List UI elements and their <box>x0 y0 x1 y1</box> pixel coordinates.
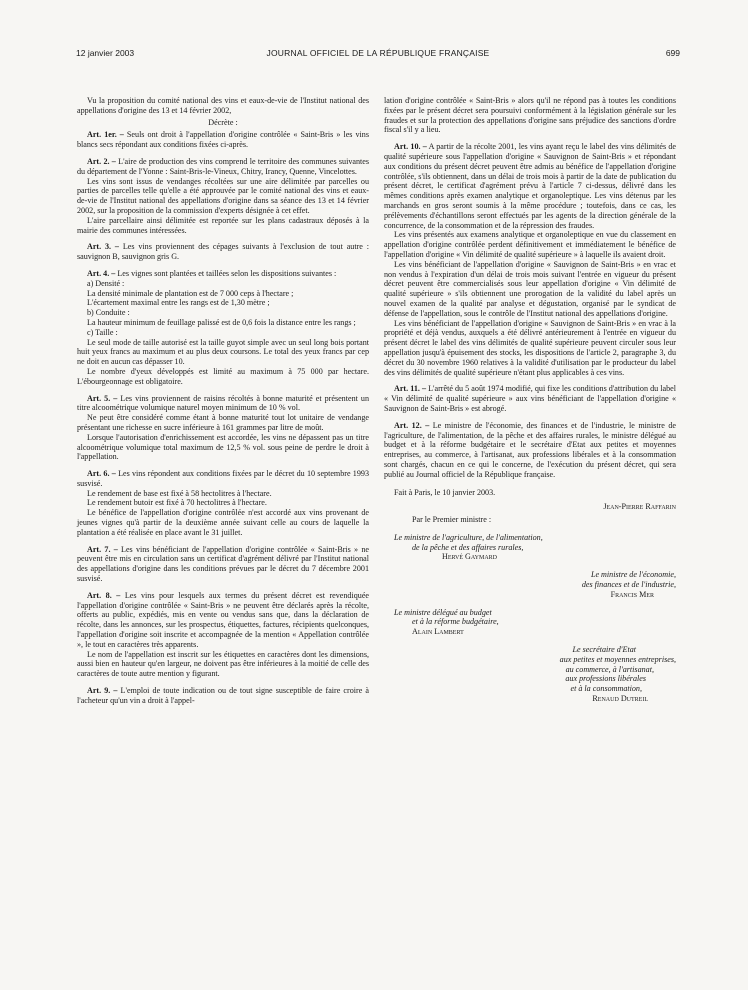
article-text: L'arrêté du 5 août 1974 modifié, qui fixe les conditions d'attribution du label « Vin délimité de qualité supérieure » aux vins bénéficiant de l'appellation d'origine « Sauvignon de Saint-Bris » est abrogé. <box>384 384 676 413</box>
article-label: Art. 11. – <box>394 384 427 394</box>
article-9 <box>77 686 369 706</box>
article-label: Art. 8. – <box>87 590 121 600</box>
article-1 <box>77 130 369 150</box>
article-5 <box>77 394 369 414</box>
page-header <box>76 48 680 62</box>
signature-agriculture <box>384 533 676 562</box>
paragraph: Ne peut être considéré comme étant à bonne maturité tout lot unitaire de vendange présentant une richesse en sucre inférieure à 161 grammes par litre de moût. <box>77 413 369 432</box>
paragraph: Le rendement butoir est fixé à 70 hectolitres à l'hectare. <box>87 498 267 508</box>
article-label: Art. 6. – <box>87 469 116 479</box>
article-text: Les vins bénéficiant de l'appellation d'origine contrôlée « Saint-Bris » ne peuvent être mis en circulation sans un certificat d'agrément délivré par l'Institut national des appellations d'origine dans les conditions prévues par le décret du 7 décembre 2001 susvisé. <box>77 544 369 584</box>
article-2 <box>77 157 369 177</box>
paragraph: Lorsque l'autorisation d'enrichissement est accordée, les vins ne dépassent pas un titre alcoométrique volumique total maximum de 12,5 % vol. sous peine de perdre le droit à l'appellation. <box>77 432 369 462</box>
article-text: Les vins répondent aux conditions fixées par le décret du 10 septembre 1993 susvisé. <box>77 469 369 488</box>
article-label: Art. 2. – <box>87 156 116 166</box>
article-label: Art. 7. – <box>87 544 118 554</box>
paragraph: L'aire parcellaire ainsi délimitée est reportée sur les plans cadastraux déposés à la mairie des communes intéressées. <box>77 215 369 235</box>
header-date: 12 janvier 2003 <box>76 48 135 58</box>
paragraph: Les vins sont issus de vendanges récoltées sur une aire délimitée par parcelles ou parties de parcelles telle qu'elle a été approuvée par le comité national des vins et eaux-de-vie de l'Institut national des appellations d'origine dans sa séance des 13 et 14 février 2002, sur la proposition de la commission d'experts désignée à cet effet. <box>77 176 369 215</box>
minister-title: Le secrétaire d'Etat <box>572 645 636 655</box>
article-text: A partir de la récolte 2001, les vins ayant reçu le label des vins délimités de qualité supérieure sous l'appellation d'origine « Sauvignon de Saint-Bris » et répondant aux conditions du présent décret peuvent être admis au bénéfice de l'appellation d'origine contrôlée, s'ils obtiennent, dans un délai de trois mois à partir de la date de publication du présent décret, le certificat d'agrément prévu à l'article 7 ci-dessus, délivré dans les mêmes conditions après examen analytique et organoleptique. Les vins détenus par les marchands en gros seront soumis à la même procédure ; toutefois, dans ce cas, les prélèvements d'échantillons seront effectués par les agents de la direction générale de la concurrence, de la consommation et de la répression des fraudes. <box>384 142 676 230</box>
minister-title: au commerce, à l'artisanat, <box>565 664 654 674</box>
minister-title: de la pêche et des affaires rurales, <box>412 542 524 552</box>
article-11 <box>384 384 676 413</box>
minister-name: Hervé Gaymard <box>442 552 498 562</box>
article-label: Art. 12. – <box>394 420 430 430</box>
minister-title: Le ministre de l'économie, <box>590 570 676 580</box>
article-4 <box>77 269 369 279</box>
journal-title: JOURNAL OFFICIEL DE LA RÉPUBLIQUE FRANÇAISE <box>266 48 490 58</box>
article-text: L'aire de production des vins comprend le territoire des communes suivantes du département de l'Yonne : Saint-Bris-le-Vineux, Chitry, Irancy, Quenne, Vincelottes. <box>77 156 369 176</box>
signature-secretary <box>384 645 676 704</box>
article-text: Le ministre de l'économie, des finances et de l'industrie, le ministre de l'agriculture, de l'alimentation, de la pêche et des affaires rurales, le ministre délégué au budget et à la réforme budgétaire et le secrétaire d'Etat aux petites et moyennes entreprises, au commerce, à l'artisanat, aux professions libérales et à la consommation sont chargés, chacun en ce qui le concerne, de l'exécution du présent décret, qui sera publié au Journal officiel de la République française. <box>384 420 676 479</box>
article-label: Art. 9. – <box>87 686 118 696</box>
minister-name: Francis Mer <box>610 589 654 599</box>
article-12 <box>384 421 676 480</box>
article-8 <box>77 591 369 650</box>
continuation-paragraph: lation d'origine contrôlée « Saint-Bris » alors qu'il ne répond pas à toutes les conditions fixées par le présent décret sera poursuivi conformément à la législation générale sur les fraudes et sur la protection des appellations d'origine sans préjudice des sanctions d'ordre fiscal s'il y a lieu. <box>384 96 676 135</box>
article-text: Les vins pour lesquels aux termes du présent décret est revendiquée l'appellation d'origine contrôlée « Saint-Bris » ne peuvent être déclarés après la récolte, offerts au public, expédiés, mis en vente ou vendus sans que, dans la déclaration de récolte, dans les annonces, sur les prospectus, étiquettes, factures, récipients quelconques, l'appellation d'origine soit inscrite et accompagnée de la mention « Appellation contrôlée », le tout en caractères très apparents. <box>77 590 370 649</box>
preamble: Vu la proposition du comité national des vins et eaux-de-vie de l'Institut national des appellations d'origine des 13 et 14 février 2002, <box>77 96 369 115</box>
left-column <box>77 96 369 706</box>
signature-date: Fait à Paris, le 10 janvier 2003. <box>394 488 496 498</box>
pm-intro: Par le Premier ministre : <box>412 515 492 525</box>
minister-title: Le ministre délégué au budget <box>394 607 492 617</box>
paragraph: Le bénéfice de l'appellation d'origine contrôlée n'est accordé aux vins provenant de jeunes vignes qu'à partir de la deuxième année suivant celle au cours de laquelle la plantation a été réalisée en place avant le 31 juillet. <box>77 508 369 537</box>
article-6 <box>77 469 369 489</box>
article-label: Art. 5. – <box>87 393 118 403</box>
article-text: Les vins proviennent des cépages suivants à l'exclusion de tout autre : sauvignon B, sauvignon gris G. <box>77 242 369 262</box>
article-text: Seuls ont droit à l'appellation d'origine contrôlée « Saint-Bris » les vins blancs secs répondant aux conditions fixées ci-après. <box>77 130 369 150</box>
minister-name: Alain Lambert <box>412 627 464 637</box>
minister-title: et à la réforme budgétaire, <box>412 617 499 627</box>
paragraph: Le rendement de base est fixé à 58 hectolitres à l'hectare. <box>87 488 272 498</box>
minister-title: aux professions libérales <box>565 674 646 684</box>
paragraph: L'écartement maximal entre les rangs est de 1,30 mètre ; <box>87 298 270 308</box>
sub-heading: c) Taille : <box>87 327 118 337</box>
paragraph: Les vins bénéficiant de l'appellation d'origine « Sauvignon de Saint-Bris » en vrac à la propriété et déjà vendus, auxquels a été délivré antérieurement à l'entrée en vigueur du présent décret le label des vins délimités de qualité supérieure peuvent circuler sous leur appellation jusqu'à épuisement des stocks, les dispositions de l'article 2, paragraphe 3, du décret du 30 novembre 1960 relatives à la validité d'utilisation par le producteur du label des vins délimités de qualité supérieure n'étant plus applicables à ces vins. <box>384 318 676 377</box>
minister-title: aux petites et moyennes entreprises, <box>559 654 676 664</box>
paragraph: Le nom de l'appellation est inscrit sur les étiquettes en caractères dont les dimensions, aussi bien en hauteur qu'en largeur, ne doivent pas être inférieures à la moitié de celle des caractères de toute autre mention y figurant. <box>77 649 369 679</box>
minister-name: Renaud Dutreil <box>592 694 648 704</box>
right-column <box>384 96 676 704</box>
pm-signature: Jean-Pierre Raffarin <box>603 502 676 512</box>
article-text: L'emploi de toute indication ou de tout signe susceptible de faire croire à l'acheteur qu'un vin a droit à l'appel- <box>77 686 369 705</box>
sub-heading: b) Conduite : <box>87 308 130 318</box>
decrete-heading: Décrète : <box>208 117 238 127</box>
article-label: Art. 4. – <box>87 268 116 278</box>
article-label: Art. 1er. – <box>87 130 124 140</box>
article-text: Les vins proviennent de raisins récoltés à bonne maturité et présentent un titre alcoométrique volumique naturel moyen minimum de 10 % vol. <box>77 393 369 413</box>
article-text: Les vignes sont plantées et taillées selon les dispositions suivantes : <box>117 268 337 278</box>
paragraph: Le nombre d'yeux développés est limité au maximum à 75 000 par hectare. L'ébourgeonnage est obligatoire. <box>77 366 369 386</box>
paragraph: La densité minimale de plantation est de 7 000 ceps à l'hectare ; <box>87 288 294 298</box>
minister-title: et à la consommation, <box>570 684 642 694</box>
signature-budget <box>384 608 676 637</box>
paragraph: Les vins présentés aux examens analytique et organoleptique en vue du classement en appellation d'origine contrôlée perdent définitivement et immédiatement le bénéfice de l'appellation d'origine « Vin délimité de qualité supérieure » à laquelle ils avaient droit. <box>384 230 676 259</box>
sub-heading: a) Densité : <box>87 278 125 288</box>
article-3 <box>77 242 369 262</box>
signature-economy <box>384 570 676 599</box>
article-7 <box>77 545 369 584</box>
minister-title: Le ministre de l'agriculture, de l'alimentation, <box>394 532 543 542</box>
paragraph: La hauteur minimum de feuillage palissé est de 0,6 fois la distance entre les rangs ; <box>87 317 356 327</box>
article-label: Art. 10. – <box>394 142 427 152</box>
article-10 <box>384 142 676 230</box>
minister-title: des finances et de l'industrie, <box>581 580 676 590</box>
paragraph: Les vins bénéficiant de l'appellation d'origine « Sauvignon de Saint-Bris » en vrac et non vendus à l'expiration d'un délai de trois mois suivant l'entrée en vigueur du présent décret peuvent être commercialisés sous leur appellation d'origine « Vin délimité de qualité supérieure » s'ils obtiennent une prorogation de la validité du label après un nouvel examen de la qualité par analyse et dégustation, organisé par le syndicat de défense de l'appellation, sous le contrôle de l'Institut national des appellations d'origine. <box>384 259 676 318</box>
paragraph: Le seul mode de taille autorisé est la taille guyot simple avec un seul long bois portant huit yeux francs au maximum et au plus deux coursons. Le total des yeux francs par cep ne doit en aucun cas dépasser 10. <box>77 337 369 367</box>
article-label: Art. 3. – <box>87 242 119 252</box>
page-number: 699 <box>665 48 680 58</box>
